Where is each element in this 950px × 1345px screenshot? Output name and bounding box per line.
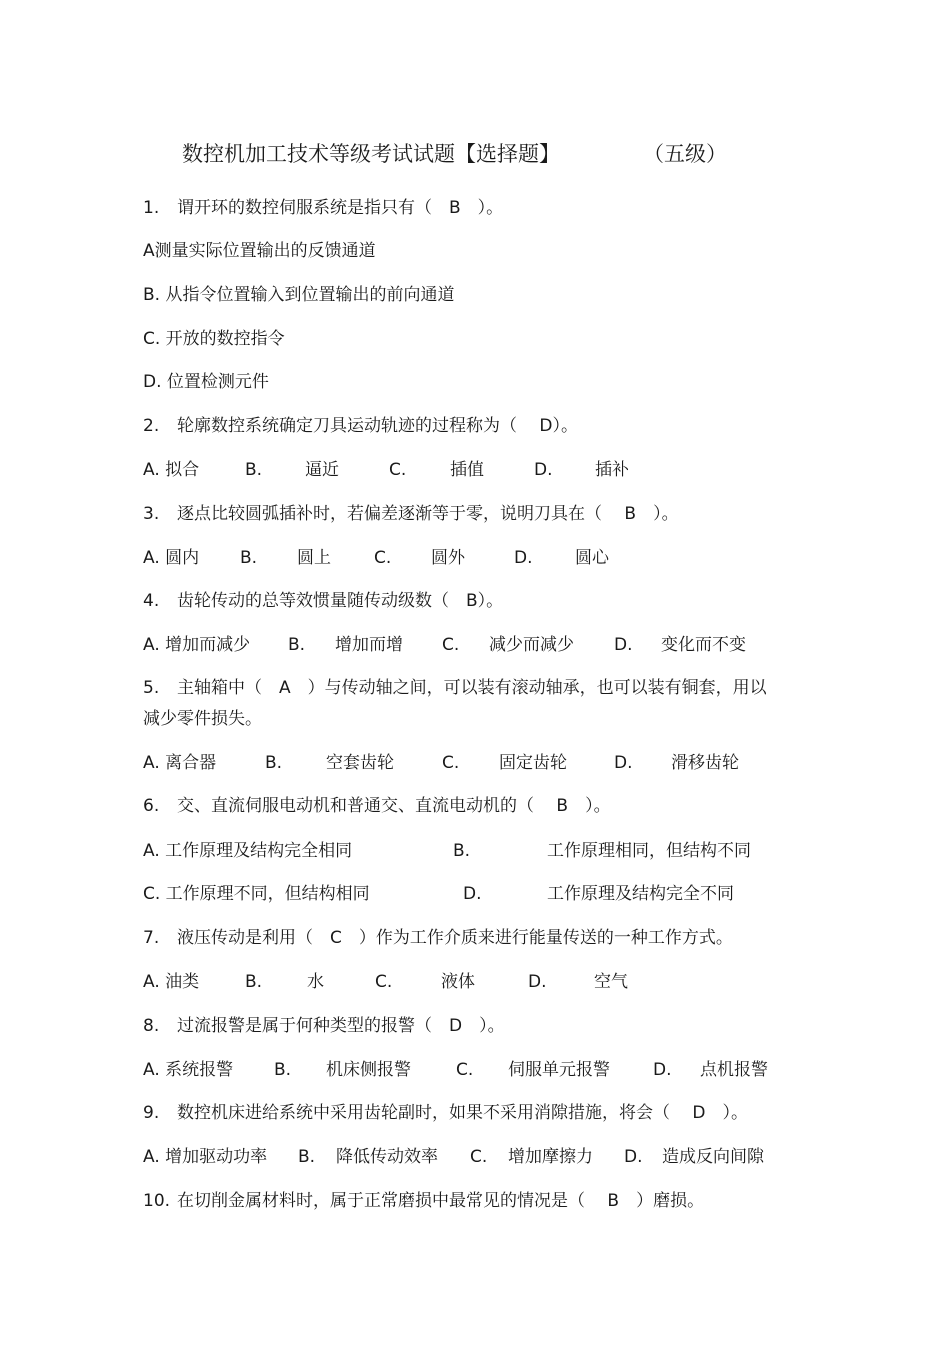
options-row-6b — [0, 883, 950, 907]
option-c: C. 开放的数控指令 — [143, 329, 285, 349]
option-c-text: 增加摩擦力 — [508, 1147, 593, 1167]
option-b-letter: B. — [298, 1147, 316, 1167]
option-c-letter: C. — [456, 1060, 474, 1080]
option-a: A. 圆内 — [143, 548, 200, 568]
option-a: A. 系统报警 — [143, 1060, 234, 1080]
option-c-letter: C. — [389, 460, 407, 480]
option-a: A. 增加而减少 — [143, 635, 251, 655]
options-row-3 — [0, 547, 950, 571]
option-d-letter: D. — [614, 753, 633, 773]
option-d-letter: D. — [534, 460, 553, 480]
option-c: C. 工作原理不同，但结构相同 — [143, 884, 370, 904]
title-row — [0, 138, 950, 172]
option-d-letter: D. — [614, 635, 633, 655]
question-text: 齿轮传动的总等效惯量随传动级数（ B）。 — [177, 591, 504, 611]
question-9 — [143, 1102, 748, 1124]
question-text: 数控机床进给系统中采用齿轮副时，如果不采用消隙措施，将会（ D ）。 — [177, 1103, 748, 1123]
document-level: （五级） — [643, 142, 727, 166]
option-c-text: 伺服单元报警 — [508, 1060, 610, 1080]
option-a: A. 增加驱动功率 — [143, 1147, 268, 1167]
option-b-letter: B. — [274, 1060, 292, 1080]
options-row-4 — [0, 634, 950, 658]
option-d-letter: D. — [463, 884, 482, 904]
option-d-text: 圆心 — [575, 548, 609, 568]
question-7 — [143, 927, 733, 949]
option-c-text: 减少而减少 — [489, 635, 574, 655]
option-c-text: 圆外 — [431, 548, 465, 568]
question-number: 3. — [143, 504, 160, 524]
option-c-letter: C. — [442, 635, 460, 655]
option-d-letter: D. — [653, 1060, 672, 1080]
option-d-text: 滑移齿轮 — [671, 753, 739, 773]
option-b-letter: B. — [265, 753, 283, 773]
option-a: A. 离合器 — [143, 753, 217, 773]
option-b-letter: B. — [288, 635, 306, 655]
question-number: 6. — [143, 796, 160, 816]
question-2 — [143, 415, 578, 437]
option-b-text: 降低传动效率 — [336, 1147, 438, 1167]
option-b-text: 水 — [307, 972, 324, 992]
option-c-letter: C. — [442, 753, 460, 773]
question-number: 1. — [143, 198, 160, 218]
option-c-text: 插值 — [450, 460, 484, 480]
question-text: 液压传动是利用（ C ）作为工作介质来进行能量传送的一种工作方式。 — [177, 928, 733, 948]
question-number: 7. — [143, 928, 160, 948]
option-a: A. 油类 — [143, 972, 200, 992]
option-d-text: 空气 — [594, 972, 628, 992]
option-b-letter: B. — [245, 972, 263, 992]
option-b-text: 工作原理相同，但结构不同 — [547, 841, 751, 861]
question-number: 8. — [143, 1016, 160, 1036]
option-d-text: 点机报警 — [700, 1060, 768, 1080]
options-row-6a — [0, 840, 950, 864]
option-d-text: 变化而不变 — [661, 635, 746, 655]
option-c-letter: C. — [374, 548, 392, 568]
option-c-text: 液体 — [441, 972, 475, 992]
option-d-letter: D. — [528, 972, 547, 992]
option-b: B. 从指令位置输入到位置输出的前向通道 — [143, 285, 455, 305]
question-number: 10. — [143, 1191, 171, 1211]
question-text: 过流报警是属于何种类型的报警（ D ）。 — [177, 1016, 505, 1036]
option-d: D. 位置检测元件 — [143, 372, 269, 392]
option-b-text: 圆上 — [297, 548, 331, 568]
option-d-letter: D. — [514, 548, 533, 568]
option-b-text: 机床侧报警 — [326, 1060, 411, 1080]
question-1 — [143, 197, 503, 219]
option-c-letter: C. — [470, 1147, 488, 1167]
option-c-text: 固定齿轮 — [499, 753, 567, 773]
question-text: 逐点比较圆弧插补时，若偏差逐渐等于零，说明刀具在（ B ）。 — [177, 504, 679, 524]
option-b-letter: B. — [245, 460, 263, 480]
question-5 — [143, 673, 783, 735]
option-b-letter: B. — [240, 548, 258, 568]
question-8 — [143, 1015, 505, 1037]
option-d-text: 造成反向间隙 — [662, 1147, 764, 1167]
option-a: A. 拟合 — [143, 460, 200, 480]
option-b-text: 增加而增 — [335, 635, 403, 655]
question-number: 4. — [143, 591, 160, 611]
option-d-letter: D. — [624, 1147, 643, 1167]
option-b-letter: B. — [453, 841, 471, 861]
question-text: 主轴箱中（ A ）与传动轴之间，可以装有滚动轴承，也可以装有铜套，用以减少零件损失。 — [143, 678, 767, 729]
question-number: 9. — [143, 1103, 160, 1123]
question-text: 在切削金属材料时，属于正常磨损中最常见的情况是（ B ）磨损。 — [177, 1191, 705, 1211]
option-c-letter: C. — [375, 972, 393, 992]
question-4 — [143, 590, 503, 612]
question-number: 2. — [143, 416, 160, 436]
option-a: A. 工作原理及结构完全相同 — [143, 841, 353, 861]
option-d-text: 工作原理及结构完全不同 — [547, 884, 734, 904]
option-a: A测量实际位置输出的反馈通道 — [143, 241, 376, 261]
option-b-text: 空套齿轮 — [326, 753, 394, 773]
options-row-9 — [0, 1146, 950, 1170]
options-row-8 — [0, 1059, 950, 1083]
options-row-2 — [0, 459, 950, 483]
document-title: 数控机加工技术等级考试试题【选择题】 — [182, 142, 560, 166]
options-row-5 — [0, 752, 950, 776]
question-text: 谓开环的数控伺服系统是指只有（ B ）。 — [177, 198, 504, 218]
question-text: 轮廓数控系统确定刀具运动轨迹的过程称为（ D）。 — [177, 416, 578, 436]
question-number: 5. — [143, 678, 160, 698]
question-text: 交、直流伺服电动机和普通交、直流电动机的（ B ）。 — [177, 796, 611, 816]
option-b-text: 逼近 — [305, 460, 339, 480]
question-6 — [143, 795, 611, 817]
question-10 — [143, 1190, 704, 1212]
option-d-text: 插补 — [595, 460, 629, 480]
options-row-7 — [0, 971, 950, 995]
question-3 — [143, 503, 679, 525]
